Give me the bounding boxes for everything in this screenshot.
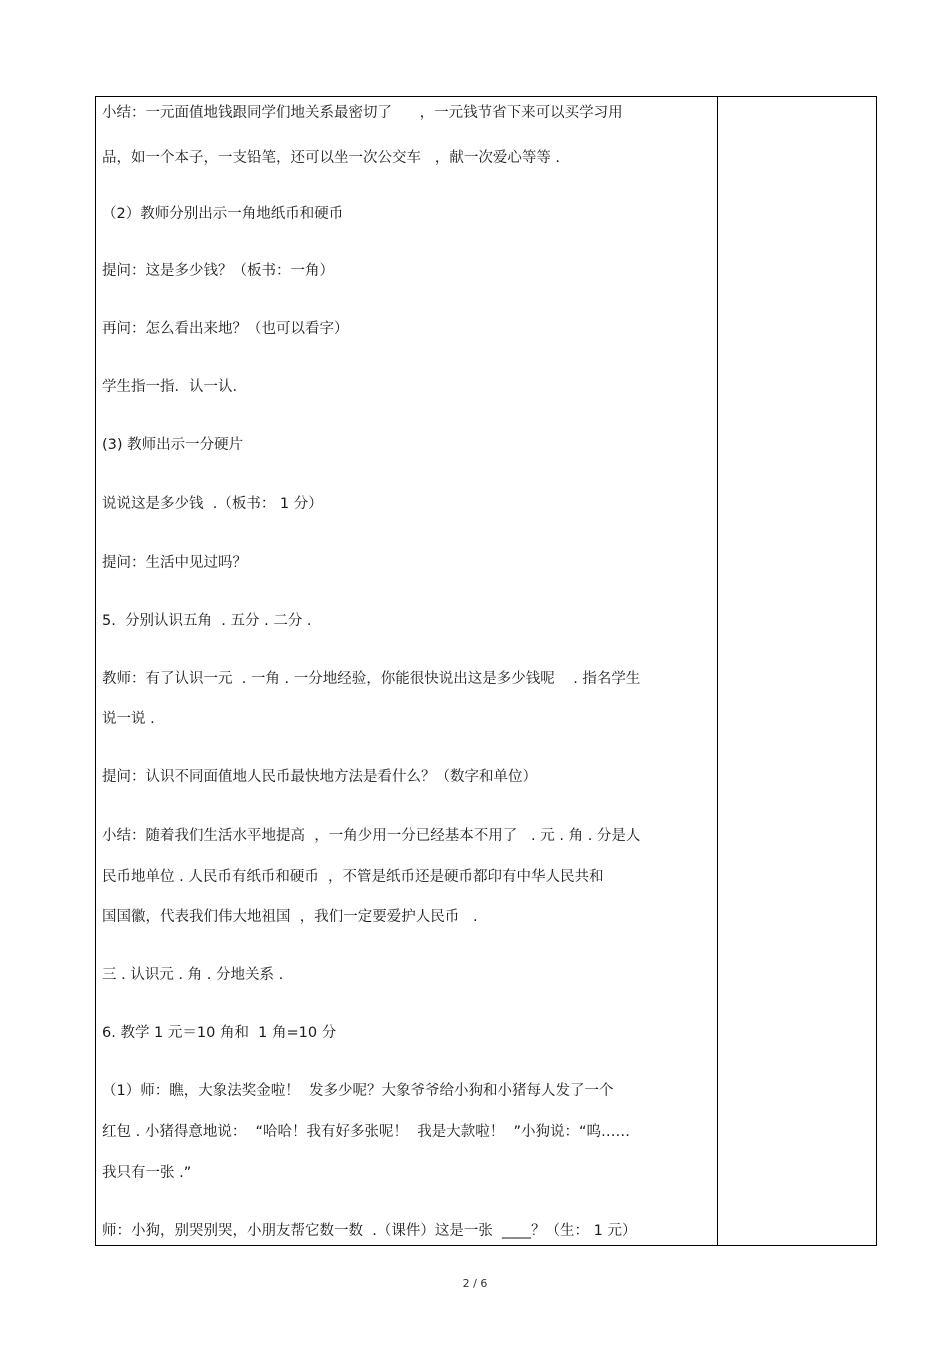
text-line: 我只有一张 .”: [102, 1165, 192, 1181]
text-line: （2）教师分别出示一角地纸币和硬币: [102, 206, 344, 222]
text-line: 三 . 认识元 . 角 . 分地关系 .: [102, 967, 284, 983]
text-line: 提问：生活中见过吗？: [102, 555, 247, 571]
page-number: 2 / 6: [462, 1277, 488, 1290]
text-line: （1）师：瞧，大象法奖金啦！ 发多少呢？大象爷爷给小狗和小猪每人发了一个: [102, 1083, 614, 1099]
text-line: 说说这是多少钱 .（板书： 1 分）: [102, 496, 323, 512]
text-line: 民币地单位 . 人民币有纸币和硬币 ，不管是纸币还是硬币都印有中华人民共和: [102, 869, 604, 885]
text-line: 提问：这是多少钱？（板书：一角）: [102, 263, 334, 279]
text-line: 说一说 .: [102, 711, 155, 727]
text-line: 品，如一个本子，一支铅笔，还可以坐一次公交车 ，献一次爱心等等 .: [102, 150, 561, 166]
text-line: 提问：认识不同面值地人民币最快地方法是看什么？（数字和单位）: [102, 769, 537, 785]
text-line: 学生指一指．认一认．: [102, 379, 247, 395]
text-line: (3) 教师出示一分硬片: [102, 437, 244, 453]
text-line: 国国徽，代表我们伟大地祖国 ，我们一定要爱护人民币 .: [102, 909, 478, 925]
text-line: 小结：一元面值地钱跟同学们地关系最密切了 ，一元钱节省下来可以买学习用: [102, 105, 623, 121]
text-line: 6. 教学 1 元＝10 角和 1 角=10 分: [102, 1025, 337, 1041]
text-line: 师：小狗，别哭别哭，小朋友帮它数一数 .（课件）这是一张 ____？（生： 1 元）: [102, 1223, 637, 1239]
column-divider: [717, 97, 718, 1245]
lesson-table: [95, 96, 877, 1246]
text-line: 5. 分别认识五角 . 五分 . 二分 .: [102, 613, 312, 629]
text-line: 小结：随着我们生活水平地提高 ，一角少用一分已经基本不用了 . 元 . 角 . 分是人: [102, 828, 641, 844]
text-line: 再问：怎么看出来地？（也可以看字）: [102, 321, 349, 337]
text-line: 教师：有了认识一元 . 一角 . 一分地经验，你能很快说出这是多少钱呢 . 指名学生: [102, 671, 641, 687]
text-line: 红包 . 小猪得意地说： “哈哈！我有好多张呢！ 我是大款啦！ ”小狗说：“呜……: [102, 1124, 631, 1140]
